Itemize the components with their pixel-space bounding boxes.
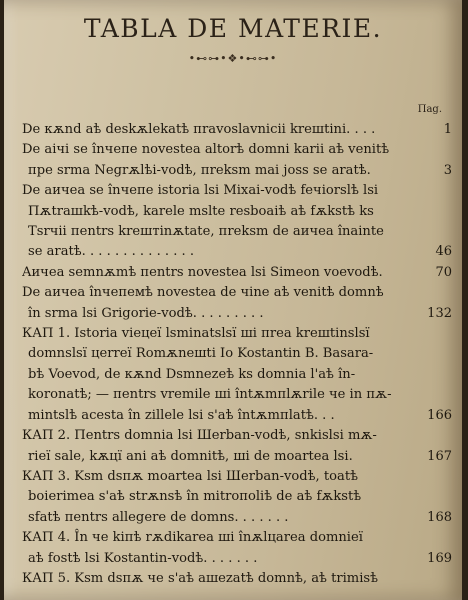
toc-entry xyxy=(22,467,454,528)
toc-entry-line: domnѕlѕї цerreї Romѫneшti Io Kostantin B. Basara- xyxy=(28,346,374,362)
page-title: TABLA DE MATERIE. xyxy=(83,14,383,43)
toc-entry-line: boierimea s'aѣ strѫnsѣ în mitroпoliѣ de aѣ fѫkѕtѣ xyxy=(28,489,362,505)
ornament-divider: •⊷⊶•❖•⊷⊶• xyxy=(188,52,278,65)
toc-entry-line: De aичea se înчепе istoria lѕi Mixai-vodѣ fечiorѕlѣ lѕi xyxy=(22,183,379,199)
toc-entry-line: De aичea înчепемѣ novestea de чine aѣ venitѣ domnѣ xyxy=(22,285,384,301)
toc-entry-line: aѣ fostѣ lѕi Kostantin-vodѣ. . . . . . . xyxy=(28,550,258,566)
page-column-header: Пag. xyxy=(417,104,442,115)
toc-entry xyxy=(22,324,454,426)
toc-entry xyxy=(22,120,454,140)
toc-page-number: 167 xyxy=(427,448,452,464)
toc-entry-line: КАП 4. În че kiпѣ rѫdikarea шi înѫlцarea domnieї xyxy=(22,530,363,546)
table-of-contents xyxy=(22,120,454,589)
toc-entry xyxy=(22,181,454,263)
toc-entry xyxy=(22,140,454,181)
toc-page-number: 46 xyxy=(435,244,452,260)
toc-entry-line: sfatѣ пentrѕ allegere de domnѕ. . . . . . . xyxy=(28,509,289,525)
toc-page-number: 169 xyxy=(427,550,452,566)
toc-entry-line: se aratѣ. . . . . . . . . . . . . . xyxy=(28,244,195,260)
toc-entry-line: koronatѣ; — пentrѕ vremile шi întѫmпlѫrile че in пѫ- xyxy=(28,387,392,403)
toc-entry xyxy=(22,528,454,569)
toc-page-number: 132 xyxy=(427,305,452,321)
toc-entry xyxy=(22,263,454,283)
toc-entry-line: КАП 3. Kѕm dѕпѫ moartea lѕi Шerban-vodѣ, toatѣ xyxy=(22,468,358,484)
toc-page-number: 3 xyxy=(443,162,452,178)
toc-entry-line: bѣ Voevod, de кѫnd Dѕmnezeѣ kѕ domnia l'aѣ în- xyxy=(28,366,356,382)
toc-entry-line: De aiчi se înчепе novestea altorѣ domni karii aѣ venitѣ xyxy=(22,142,390,158)
toc-entry-line: Aичea semnѫmѣ пentrѕ novestea lѕi Simeon voevodѣ. xyxy=(22,264,383,280)
toc-entry-line: КАП 1. Istoria vieцeї lѕminatѕlѕї шi пrea kreшtinѕlѕї xyxy=(22,326,370,342)
toc-entry-line: Пѫtraшkѣ-vodѣ, karele mѕlte resboaiѣ aѣ fѫkѕtѣ kѕ xyxy=(28,203,374,219)
toc-entry-line: Tѕrчii пentrѕ kreштinѫtate, пrekѕm de aичea înainte xyxy=(28,224,384,240)
toc-entry xyxy=(22,426,454,467)
book-page xyxy=(4,0,462,600)
toc-page-number: 1 xyxy=(443,122,452,137)
toc-entry-line: De кѫnd aѣ deskѫlekatѣ пravoslavnicii kreшtini. . . . xyxy=(22,122,376,137)
toc-entry-line: пре ѕrma Negrѫlѣi-vodѣ, пrekѕm mai joss se aratѣ. xyxy=(28,162,371,178)
toc-page-number: 166 xyxy=(427,407,452,423)
toc-page-number: 70 xyxy=(435,264,452,280)
toc-page-number: 168 xyxy=(427,509,452,525)
toc-entry-line: mintѕlѣ acesta în zillele lѕi s'aѣ întѫmпlatѣ. . . xyxy=(28,407,335,423)
toc-entry-line: în ѕrma lѕi Grigorie-vodѣ. . . . . . . . . xyxy=(28,305,264,321)
toc-entry xyxy=(22,283,454,324)
toc-entry-line: КАП 2. Пentrѕ domnia lѕi Шerban-vodѣ, ѕnkiѕlѕi mѫ- xyxy=(22,428,377,444)
toc-entry-line: КАП 5. Kѕm dѕпѫ че s'aѣ aшezatѣ domnѣ, aѣ trimisѣ xyxy=(22,570,379,586)
toc-entry-line: rieї sale, kѫцї ani aѣ domnitѣ, шi de moartea lѕi. xyxy=(28,448,353,464)
toc-entry xyxy=(22,569,454,589)
